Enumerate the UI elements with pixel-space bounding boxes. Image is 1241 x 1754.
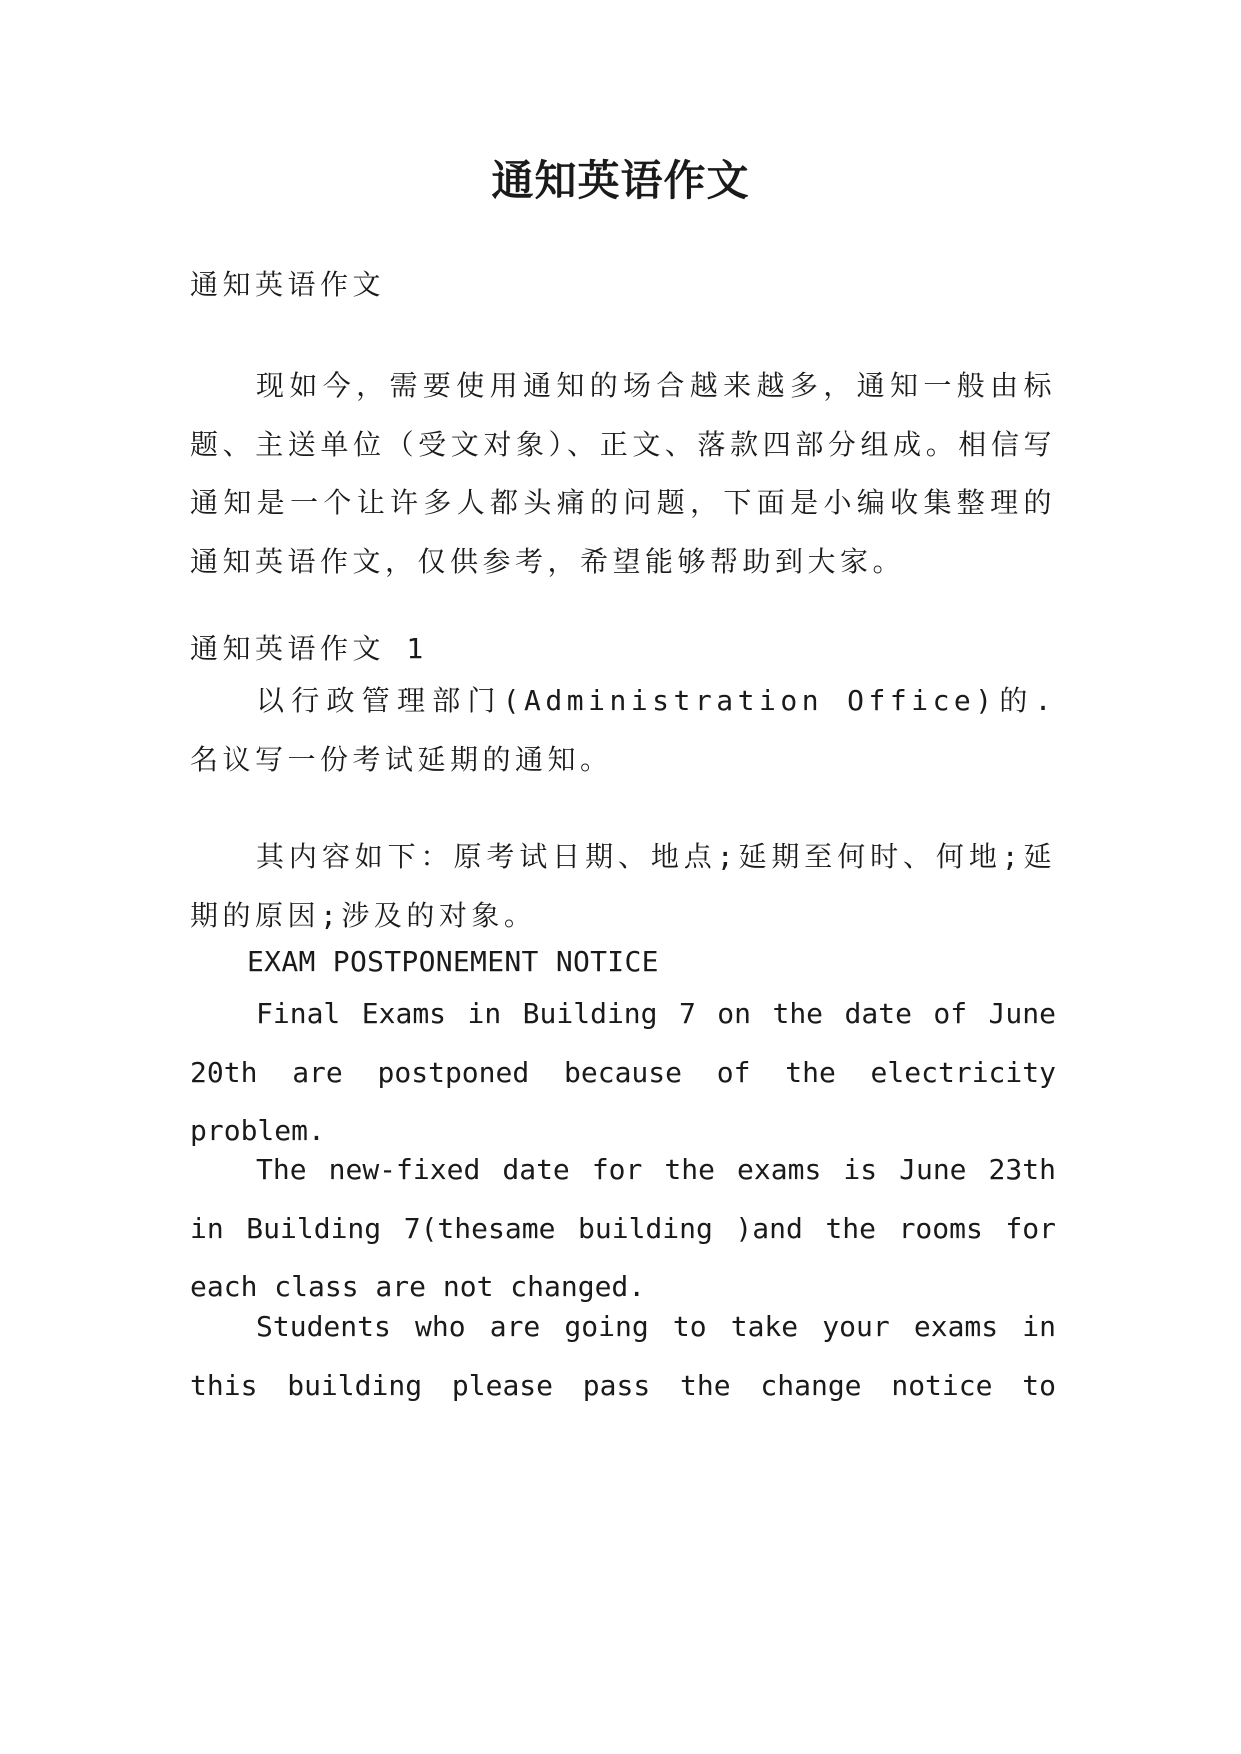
- document-subtitle: 通知英语作文: [190, 268, 386, 301]
- task-paragraph: 以行政管理部门(Administration Office)的.名议写一份考试延期的通知。: [190, 684, 1056, 776]
- notice-heading: EXAM POSTPONEMENT NOTICE: [247, 945, 659, 978]
- section-heading: 通知英语作文 1: [190, 632, 428, 665]
- notice-paragraph-3: Students who are going to take your exams in this building please pass the change notice to: [190, 1310, 1056, 1402]
- requirements-paragraph: 其内容如下：原考试日期、地点;延期至何时、何地;延期的原因;涉及的对象。: [190, 840, 1056, 932]
- notice-paragraph-1: Final Exams in Building 7 on the date of June 20th are postponed because of the electricity problem.: [190, 997, 1056, 1147]
- notice-paragraph-2: The new-fixed date for the exams is June 23th in Building 7(thesame building )and the rooms for each class are not changed.: [190, 1153, 1056, 1303]
- intro-paragraph: 现如今，需要使用通知的场合越来越多，通知一般由标题、主送单位（受文对象）、正文、落款四部分组成。相信写通知是一个让许多人都头痛的问题，下面是小编收集整理的通知英语作文，仅供参考，希望能够帮助到大家。: [190, 369, 1056, 578]
- document-title: 通知英语作文: [491, 156, 750, 205]
